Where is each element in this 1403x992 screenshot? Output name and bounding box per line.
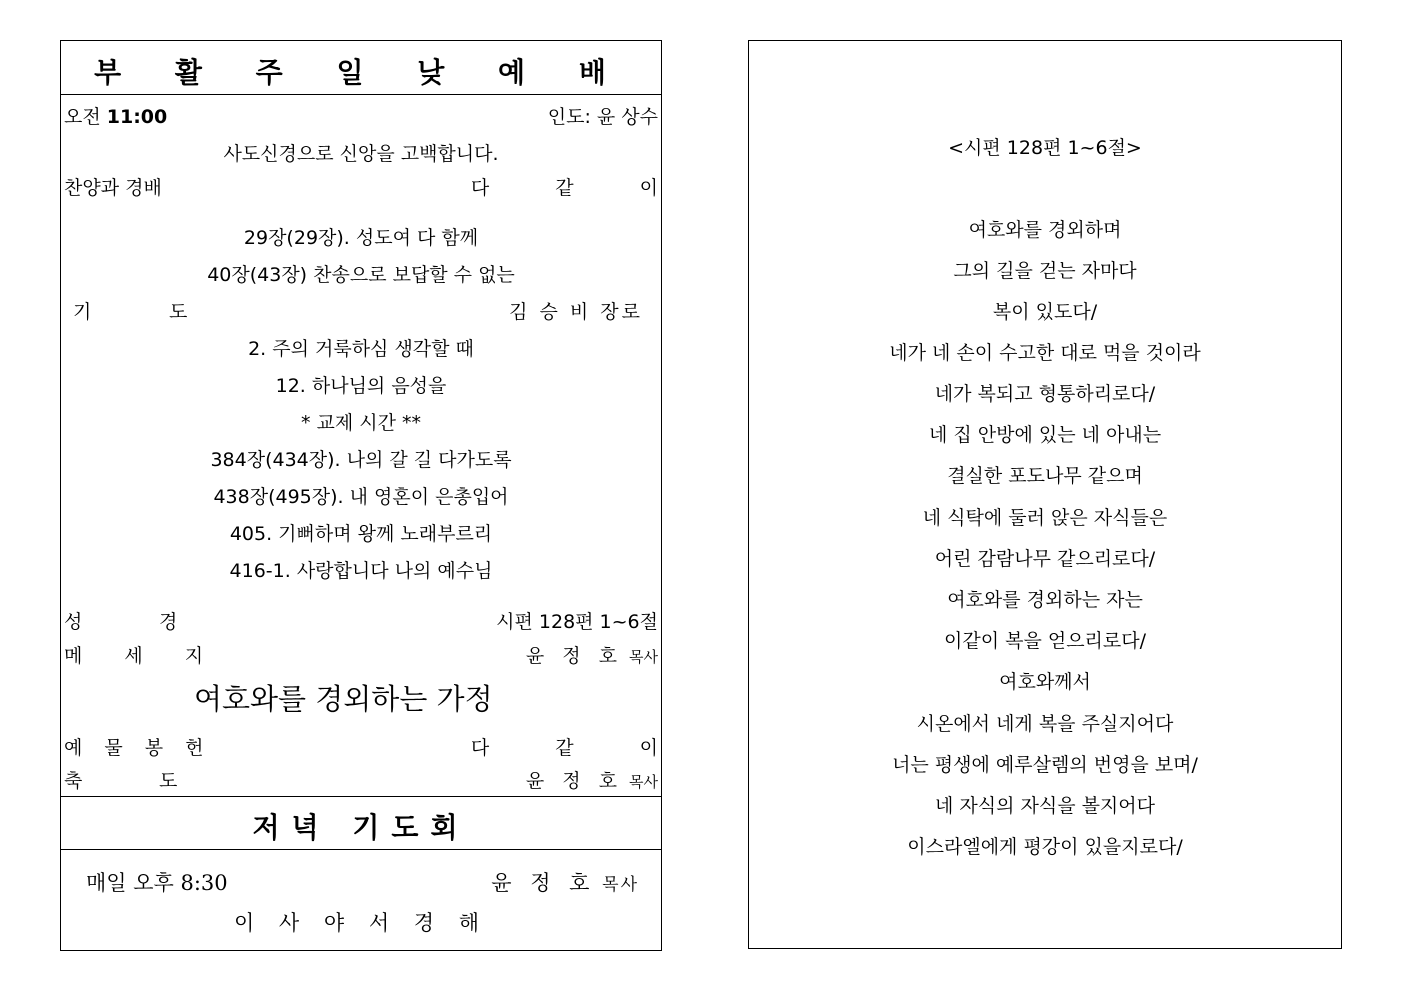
evening-study: 이 사 야 서 경 해 <box>233 911 489 935</box>
praise-value: 다 같 이 <box>470 177 688 199</box>
prayer-value: 김 승 비 장로 <box>509 301 643 323</box>
benediction-title: 목사 <box>629 773 658 791</box>
prayer-label-1: 기 <box>73 301 92 323</box>
benediction-label-2: 도 <box>159 770 178 792</box>
time-label: 오전 <box>64 106 101 128</box>
creed-line: 사도신경으로 신앙을 고백합니다. <box>223 143 499 165</box>
service-title: 부 활 주 일 낮 예 배 <box>94 56 628 89</box>
psalm-line: 이스라엘에게 평강이 있을지로다/ <box>907 836 1183 858</box>
prayer-song-4: 438장(495장). 내 영혼이 은총입어 <box>213 486 509 508</box>
scripture-reference: 시편 128편 1~6절 <box>496 611 658 633</box>
psalm-line: 그의 길을 걷는 자마다 <box>953 260 1137 282</box>
scripture-label-2: 경 <box>159 611 178 633</box>
offering-label: 예 물 봉 헌 <box>64 737 212 759</box>
divider <box>61 796 661 797</box>
psalm-line: 시온에서 네게 복을 주실지어다 <box>916 713 1174 735</box>
offering-value: 다 같 이 <box>470 737 688 759</box>
preacher-name: 윤 정 호 <box>525 645 623 667</box>
psalm-line: 여호와께서 <box>999 671 1091 693</box>
service-time <box>64 102 167 129</box>
evening-title: 저녁 기도회 <box>252 811 470 844</box>
psalm-line: 여호와를 경외하며 <box>968 219 1122 241</box>
divider <box>61 849 661 850</box>
benediction-label-1: 축 <box>64 770 83 792</box>
fellowship-time: * 교제 시간 ** <box>300 412 422 434</box>
psalm-line: 네 자식의 자식을 볼지어다 <box>934 795 1155 817</box>
praise-label: 찬양과 경배 <box>64 177 162 199</box>
psalm-reference: <시편 128편 1~6절> <box>948 137 1142 159</box>
prayer-song-1: 2. 주의 거룩하심 생각할 때 <box>248 338 474 360</box>
evening-time: 매일 오후 8:30 <box>86 871 228 895</box>
psalm-line: 너는 평생에 예루살렘의 번영을 보며/ <box>892 754 1198 776</box>
sermon-title: 여호와를 경외하는 가정 <box>194 682 493 716</box>
message-label: 메 세 지 <box>64 645 222 667</box>
psalm-line: 네 집 안방에 있는 네 아내는 <box>928 424 1162 446</box>
service-leader: 인도: 윤 상수 <box>547 106 658 128</box>
psalm-line: 여호와를 경외하는 자는 <box>947 589 1143 611</box>
psalm-line: 어린 감람나무 같으리로다/ <box>934 548 1156 570</box>
message-preacher <box>526 641 658 668</box>
preacher-title: 목사 <box>629 648 658 666</box>
psalm-line: 결실한 포도나무 같으며 <box>947 465 1143 487</box>
psalm-line: 네 식탁에 둘러 앉은 자식들은 <box>922 507 1168 529</box>
evening-leader-title: 목사 <box>602 875 639 895</box>
prayer-song-6: 416-1. 사랑합니다 나의 예수님 <box>229 560 493 582</box>
scripture-label-1: 성 <box>64 611 83 633</box>
divider <box>61 94 661 95</box>
benediction-preacher <box>526 766 658 793</box>
evening-leader <box>491 867 639 897</box>
psalm-line: 네가 네 손이 수고한 대로 먹을 것이라 <box>889 342 1201 364</box>
prayer-label-2: 도 <box>169 301 188 323</box>
psalm-panel <box>748 40 1342 949</box>
worship-order-panel <box>60 40 688 951</box>
praise-song-1: 29장(29장). 성도여 다 함께 <box>243 227 479 249</box>
prayer-song-3: 384장(434장). 나의 갈 길 다가도록 <box>210 449 512 471</box>
psalm-line: 네가 복되고 형통하리로다/ <box>934 383 1156 405</box>
time-value: 11:00 <box>106 106 168 128</box>
praise-song-2: 40장(43장) 찬송으로 보답할 수 없는 <box>207 264 515 286</box>
psalm-line: 복이 있도다/ <box>992 301 1098 323</box>
psalm-line: 이같이 복을 얻으리로다/ <box>943 630 1147 652</box>
evening-leader-name: 윤 정 호 <box>491 871 596 895</box>
prayer-song-5: 405. 기뻐하며 왕께 노래부르리 <box>229 523 493 545</box>
benediction-name: 윤 정 호 <box>525 770 623 792</box>
prayer-song-2: 12. 하나님의 음성을 <box>275 375 447 397</box>
